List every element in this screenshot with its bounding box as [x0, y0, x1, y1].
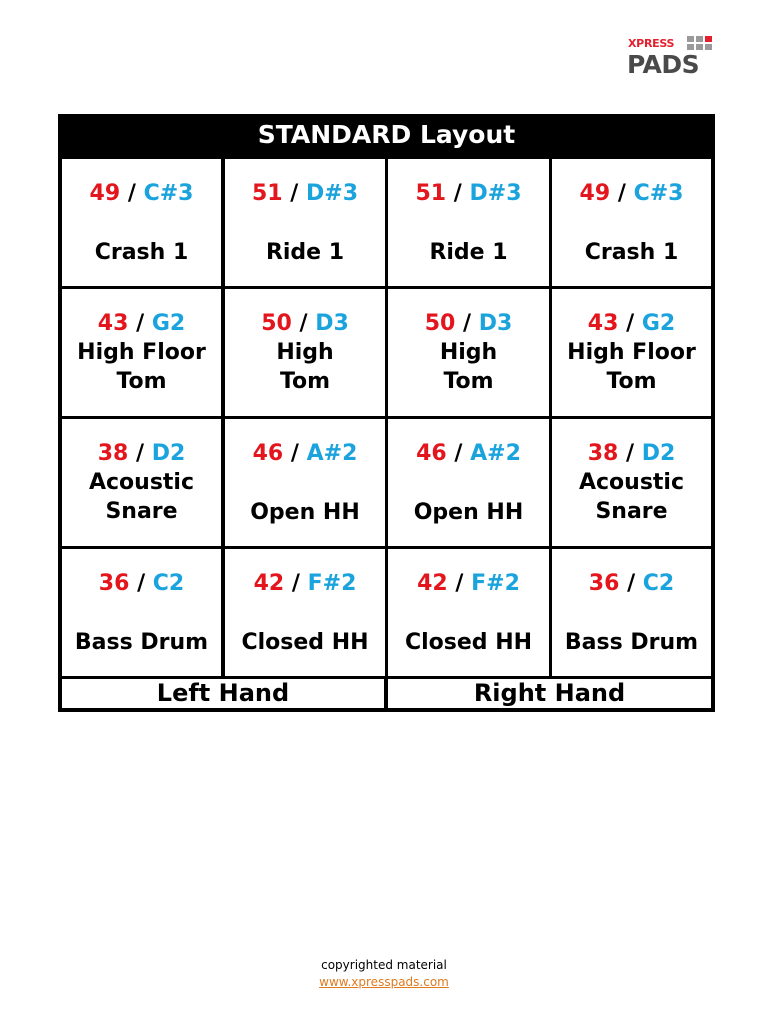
pad-cell: [225, 289, 385, 416]
right-hand-label: Right Hand: [388, 679, 711, 708]
pad-cell: [388, 159, 549, 286]
pad-separator: /: [463, 311, 472, 336]
website-link[interactable]: www.xpresspads.com: [319, 975, 449, 989]
pad-instrument-name: Tom: [116, 369, 167, 394]
layout-title: STANDARD Layout: [257, 120, 516, 149]
pad-instrument-name: Closed HH: [404, 629, 533, 655]
pad-note-number: 49: [89, 180, 121, 206]
pad-note-number: 42: [417, 570, 448, 596]
pad-separator: /: [136, 311, 145, 336]
xpresspads-logo: [626, 34, 716, 84]
pad-note-number: 46: [252, 440, 284, 466]
pad-note-name: D#3: [469, 180, 522, 206]
pad-layout-table: [58, 114, 715, 712]
pad-instrument-name: High: [276, 340, 334, 365]
pad-note-number: 36: [588, 570, 620, 596]
pad-note-number: 51: [415, 180, 447, 206]
pad-separator: /: [290, 440, 299, 466]
pad-note-number: 36: [98, 570, 130, 596]
pad-instrument-name: Tom: [279, 369, 331, 394]
pad-cell: [388, 549, 549, 676]
pad-cell: [62, 289, 221, 416]
pad-note-name: A#2: [306, 440, 358, 466]
pad-note-line: [589, 569, 674, 598]
pad-instrument-name: High Floor: [77, 340, 206, 365]
pad-separator: /: [626, 441, 635, 466]
pad-note-line: [252, 179, 358, 208]
pad-note-number: 43: [97, 311, 129, 336]
pad-separator: /: [455, 570, 464, 596]
pad-note-line: [254, 569, 357, 598]
pad-separator: /: [299, 311, 308, 336]
logo-squares-icon: [687, 36, 713, 50]
pad-note-line: [417, 569, 520, 598]
pad-note-line: [98, 309, 185, 338]
pad-note-number: 43: [587, 311, 619, 336]
pad-instrument-name: Acoustic: [88, 470, 195, 495]
pad-note-name: C2: [642, 570, 675, 596]
pad-note-line: [253, 439, 358, 468]
pad-note-name: C#3: [633, 180, 684, 206]
pad-note-name: C#3: [143, 180, 194, 206]
pad-note-name: G2: [151, 311, 186, 336]
pad-cell: [552, 419, 711, 546]
pad-cell: [552, 289, 711, 416]
pad-instrument-name: Closed HH: [241, 629, 369, 655]
pad-note-number: 50: [261, 311, 292, 336]
pad-separator: /: [291, 570, 300, 596]
pad-note-number: 46: [416, 440, 447, 466]
pad-separator: /: [617, 180, 626, 206]
pad-note-line: [580, 179, 684, 208]
copyright-text: copyrighted material: [321, 958, 447, 972]
pad-cell: [388, 289, 549, 416]
pad-note-line: [425, 309, 513, 338]
pad-cell: [62, 159, 221, 286]
pad-note-line: [98, 439, 186, 468]
pad-note-name: A#2: [470, 440, 521, 466]
pad-note-name: D2: [641, 441, 676, 466]
pad-note-line: [416, 439, 521, 468]
pad-instrument-name: Tom: [606, 369, 657, 394]
pad-instrument-name: Open HH: [250, 499, 360, 525]
logo-bottom-text: PADS: [627, 50, 700, 79]
pad-cell: [225, 159, 385, 286]
pad-note-line: [261, 309, 349, 338]
pad-instrument-name: Acoustic: [578, 470, 685, 495]
pad-instrument-name: Ride 1: [429, 239, 508, 265]
pad-cell: [552, 549, 711, 676]
pad-separator: /: [454, 440, 463, 466]
pad-note-number: 42: [253, 570, 285, 596]
logo-top-text: XPRESS: [628, 37, 675, 50]
pad-cell: [62, 549, 221, 676]
pad-note-line: [415, 179, 521, 208]
pad-separator: /: [127, 180, 136, 206]
pad-note-number: 50: [424, 311, 456, 336]
pad-instrument-name: Open HH: [413, 499, 524, 525]
pad-instrument-name: Bass Drum: [74, 629, 209, 655]
pad-cell: [62, 419, 221, 546]
pad-note-number: 38: [97, 441, 129, 466]
pad-note-number: 49: [579, 180, 611, 206]
pad-note-line: [90, 179, 194, 208]
pad-note-name: D#3: [306, 180, 359, 206]
pad-separator: /: [137, 570, 146, 596]
pad-separator: /: [626, 311, 635, 336]
pad-instrument-name: Bass Drum: [564, 629, 699, 655]
pad-note-name: F#2: [471, 570, 520, 596]
pad-separator: /: [136, 441, 145, 466]
pad-cell: [225, 419, 385, 546]
pad-instrument-name: High: [439, 340, 498, 365]
pad-note-name: D2: [151, 441, 186, 466]
pad-instrument-name: Tom: [443, 369, 494, 394]
pad-separator: /: [453, 180, 462, 206]
pad-note-name: C2: [152, 570, 185, 596]
pad-instrument-name: Ride 1: [265, 239, 345, 265]
pad-note-number: 38: [587, 441, 619, 466]
pad-cell: [552, 159, 711, 286]
pad-separator: /: [290, 180, 299, 206]
pad-instrument-name: High Floor: [567, 340, 696, 365]
pad-cell: [388, 419, 549, 546]
pad-note-name: F#2: [307, 570, 357, 596]
pad-separator: /: [627, 570, 636, 596]
pad-cell: [225, 549, 385, 676]
pad-instrument-name: Crash 1: [584, 239, 679, 265]
pad-note-name: D3: [478, 311, 513, 336]
pad-instrument-name: Crash 1: [94, 239, 189, 265]
pad-note-name: D3: [315, 311, 349, 336]
pad-instrument-name: Snare: [595, 499, 668, 524]
pad-note-line: [588, 309, 675, 338]
pad-note-line: [99, 569, 184, 598]
pad-note-line: [588, 439, 676, 468]
pad-note-name: G2: [641, 311, 676, 336]
pad-note-number: 51: [251, 180, 283, 206]
left-hand-label: Left Hand: [62, 679, 384, 708]
pad-instrument-name: Snare: [105, 499, 178, 524]
